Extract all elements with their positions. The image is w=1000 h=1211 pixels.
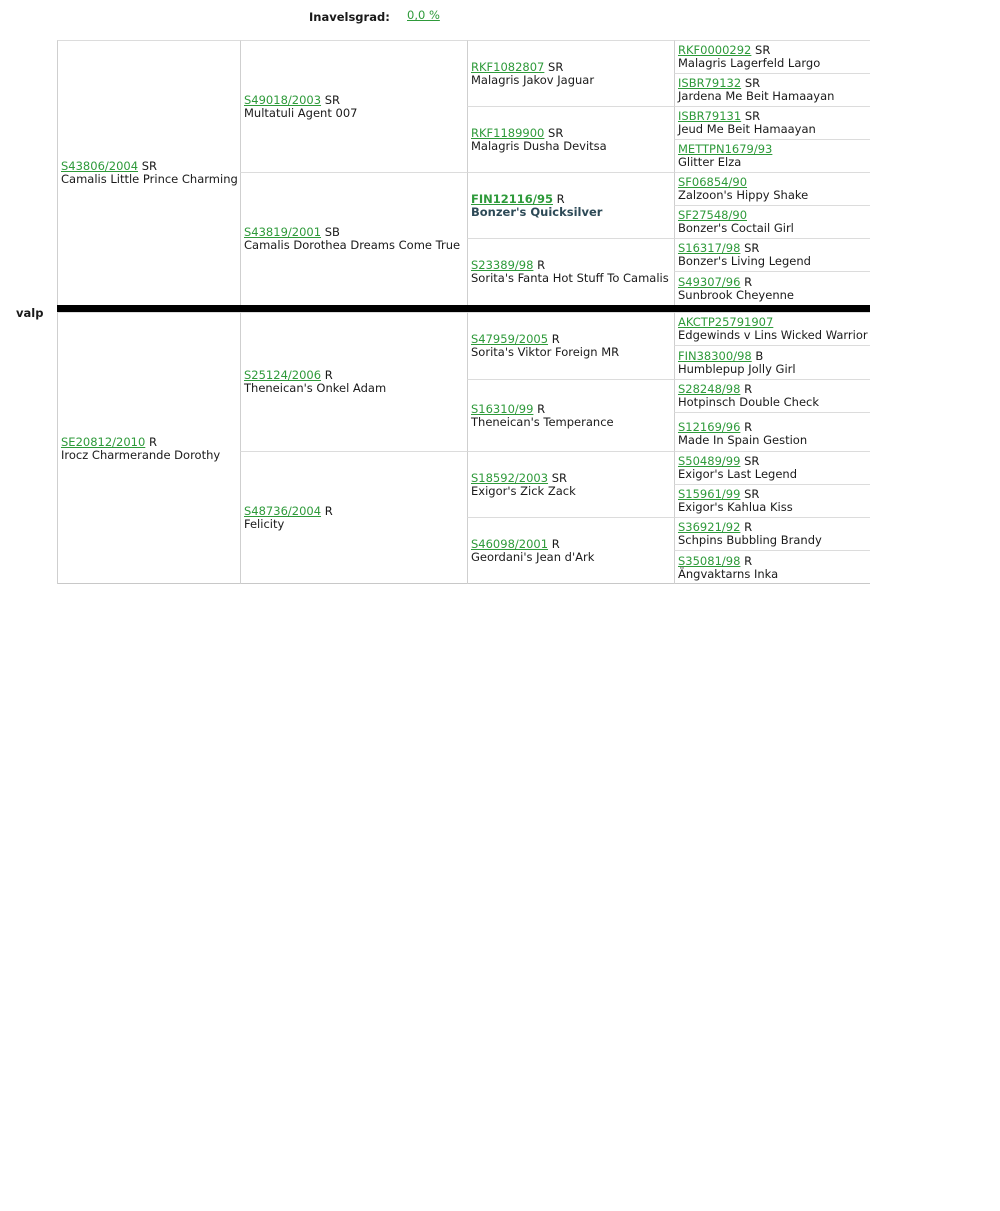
reg-link[interactable]: S16310/99 xyxy=(471,401,534,416)
dog-name: Jardena Me Beit Hamaayan xyxy=(678,89,835,103)
pedigree-cell-sds xyxy=(467,172,674,238)
reg-link[interactable]: RKF0000292 xyxy=(678,43,752,57)
dog-name: Zalzoon's Hippy Shake xyxy=(678,188,809,202)
title-badge: R xyxy=(537,258,546,272)
dog-name: Exigor's Last Legend xyxy=(678,467,797,481)
title-badge: R xyxy=(744,520,753,534)
reg-link[interactable]: SF06854/90 xyxy=(678,175,748,189)
subject-label: valp xyxy=(16,306,44,320)
reg-link[interactable]: S49307/96 xyxy=(678,274,741,289)
pedigree-cell-ddds xyxy=(674,517,870,550)
dog-name: Schpins Bubbling Brandy xyxy=(678,533,822,547)
dog-name: Exigor's Kahlua Kiss xyxy=(678,500,793,514)
title-badge: R xyxy=(148,434,157,449)
dog-name: Ängvaktarns Inka xyxy=(678,566,779,581)
title-badge: R xyxy=(324,504,333,518)
title-badge: SR xyxy=(744,454,760,468)
reg-link[interactable]: ISBR79132 xyxy=(678,76,742,90)
pedigree-cell-ddss xyxy=(674,451,870,484)
dog-name: Camalis Dorothea Dreams Come True xyxy=(244,238,461,252)
dog-name: Humblepup Jolly Girl xyxy=(678,361,796,376)
dog-name: Malagris Lagerfeld Largo xyxy=(678,56,821,70)
pedigree-cell-dd xyxy=(240,451,467,584)
title-badge: B xyxy=(755,348,764,363)
pedigree-cell-sssd xyxy=(674,73,870,106)
dog-name: Bonzer's Coctail Girl xyxy=(678,221,794,235)
reg-link[interactable]: METTPN1679/93 xyxy=(678,142,773,156)
pedigree-cell-ssd xyxy=(467,106,674,172)
pedigree-cell-sire xyxy=(57,40,240,305)
dog-name: Multatuli Agent 007 xyxy=(244,105,358,120)
pedigree-cell-sddd xyxy=(674,271,870,305)
pedigree-cell-ssds xyxy=(674,106,870,139)
pedigree-cell-ds xyxy=(240,312,467,451)
pedigree-cell-ssdd xyxy=(674,139,870,172)
title-badge: R xyxy=(744,553,753,568)
dog-name: Malagris Dusha Devitsa xyxy=(471,138,607,153)
reg-link[interactable]: AKCTP25791907 xyxy=(678,315,774,329)
reg-link[interactable]: S28248/98 xyxy=(678,382,741,396)
pedigree-cell-dss xyxy=(467,312,674,379)
title-badge: SB xyxy=(324,225,340,239)
pedigree-cell-dsds xyxy=(674,379,870,412)
dog-name: Bonzer's Living Legend xyxy=(678,254,811,268)
reg-link[interactable]: S15961/99 xyxy=(678,487,741,501)
reg-link[interactable]: S49018/2003 xyxy=(244,92,322,107)
reg-link[interactable]: S47959/2005 xyxy=(471,332,549,346)
title-badge: SR xyxy=(548,59,564,74)
reg-link[interactable]: S35081/98 xyxy=(678,553,741,568)
reg-link[interactable]: S12169/96 xyxy=(678,420,741,434)
title-badge: SR xyxy=(141,159,157,173)
title-badge: R xyxy=(324,368,333,382)
pedigree-cell-ddsd xyxy=(674,484,870,517)
dog-name: Bonzer's Quicksilver xyxy=(471,204,603,219)
reg-link[interactable]: S23389/98 xyxy=(471,258,534,272)
pedigree-cell-dsd xyxy=(467,379,674,451)
pedigree-cell-sd xyxy=(240,172,467,305)
dog-name: Felicity xyxy=(244,517,285,531)
title-badge: R xyxy=(551,537,560,551)
dog-name: Edgewinds v Lins Wicked Warrior xyxy=(678,328,868,342)
reg-link[interactable]: ISBR79131 xyxy=(678,109,742,123)
pedigree-cell-sdss xyxy=(674,172,870,205)
inbreeding-label: Inavelsgrad: xyxy=(309,10,390,24)
title-badge: R xyxy=(556,191,565,206)
title-badge: SR xyxy=(744,76,761,90)
pedigree-cell-sdsd xyxy=(674,205,870,238)
title-badge: SR xyxy=(324,92,340,107)
title-badge: R xyxy=(744,274,753,289)
pedigree-cell-sss xyxy=(467,40,674,106)
title-badge: SR xyxy=(548,125,564,140)
pedigree-cell-sdd xyxy=(467,238,674,305)
dog-name: Camalis Little Prince Charming xyxy=(61,172,238,186)
pedigree-cell-dddd xyxy=(674,550,870,584)
reg-link[interactable]: RKF1189900 xyxy=(471,125,545,140)
reg-link[interactable]: FIN12116/95 xyxy=(471,191,553,206)
reg-link[interactable]: S16317/98 xyxy=(678,241,741,255)
pedigree-cell-ss xyxy=(240,40,467,172)
dog-name: Sunbrook Cheyenne xyxy=(678,287,794,302)
title-badge: R xyxy=(744,382,753,396)
pedigree-tree xyxy=(57,40,870,584)
pedigree-cell-dds xyxy=(467,451,674,517)
reg-link[interactable]: S43806/2004 xyxy=(61,159,139,173)
dog-name: Theneican's Onkel Adam xyxy=(244,381,387,395)
inbreeding-value-link[interactable]: 0,0 % xyxy=(407,8,440,22)
dog-name: Jeud Me Beit Hamaayan xyxy=(678,122,816,136)
reg-link[interactable]: FIN38300/98 xyxy=(678,348,752,363)
dog-name: Sorita's Viktor Foreign MR xyxy=(471,345,620,359)
reg-link[interactable]: S48736/2004 xyxy=(244,504,322,518)
title-badge: SR xyxy=(744,109,761,123)
pedigree-cell-ssss xyxy=(674,40,870,73)
dog-name: Sorita's Fanta Hot Stuff To Camalis xyxy=(471,271,669,285)
reg-link[interactable]: S46098/2001 xyxy=(471,537,549,551)
title-badge: SR xyxy=(744,241,760,255)
pedigree-cell-sdds xyxy=(674,238,870,271)
dog-name: Hotpinsch Double Check xyxy=(678,395,820,409)
reg-link[interactable]: S36921/92 xyxy=(678,520,741,534)
reg-link[interactable]: RKF1082807 xyxy=(471,59,545,74)
dog-name: Irocz Charmerande Dorothy xyxy=(61,447,221,462)
reg-link[interactable]: SF27548/90 xyxy=(678,208,748,222)
dog-name: Malagris Jakov Jaguar xyxy=(471,72,595,87)
title-badge: SR xyxy=(551,470,567,485)
pedigree-cell-dsss xyxy=(674,312,870,345)
title-badge: R xyxy=(537,401,546,416)
dog-name: Theneican's Temperance xyxy=(471,414,614,429)
sire-dam-divider xyxy=(57,305,870,312)
pedigree-cell-ddd xyxy=(467,517,674,584)
dog-name: Exigor's Zick Zack xyxy=(471,483,576,498)
reg-link[interactable]: S43819/2001 xyxy=(244,225,322,239)
reg-link[interactable]: S50489/99 xyxy=(678,454,741,468)
reg-link[interactable]: SE20812/2010 xyxy=(61,434,146,449)
reg-link[interactable]: S25124/2006 xyxy=(244,368,322,382)
title-badge: R xyxy=(744,420,753,434)
pedigree-cell-dam xyxy=(57,312,240,584)
reg-link[interactable]: S18592/2003 xyxy=(471,470,549,485)
title-badge: SR xyxy=(744,487,760,501)
dog-name: Geordani's Jean d'Ark xyxy=(471,550,595,564)
title-badge: R xyxy=(551,332,560,346)
pedigree-cell-dsdd xyxy=(674,412,870,451)
title-badge: SR xyxy=(755,43,771,57)
dog-name: Glitter Elza xyxy=(678,155,742,169)
pedigree-cell-dssd xyxy=(674,345,870,379)
dog-name: Made In Spain Gestion xyxy=(678,433,808,447)
